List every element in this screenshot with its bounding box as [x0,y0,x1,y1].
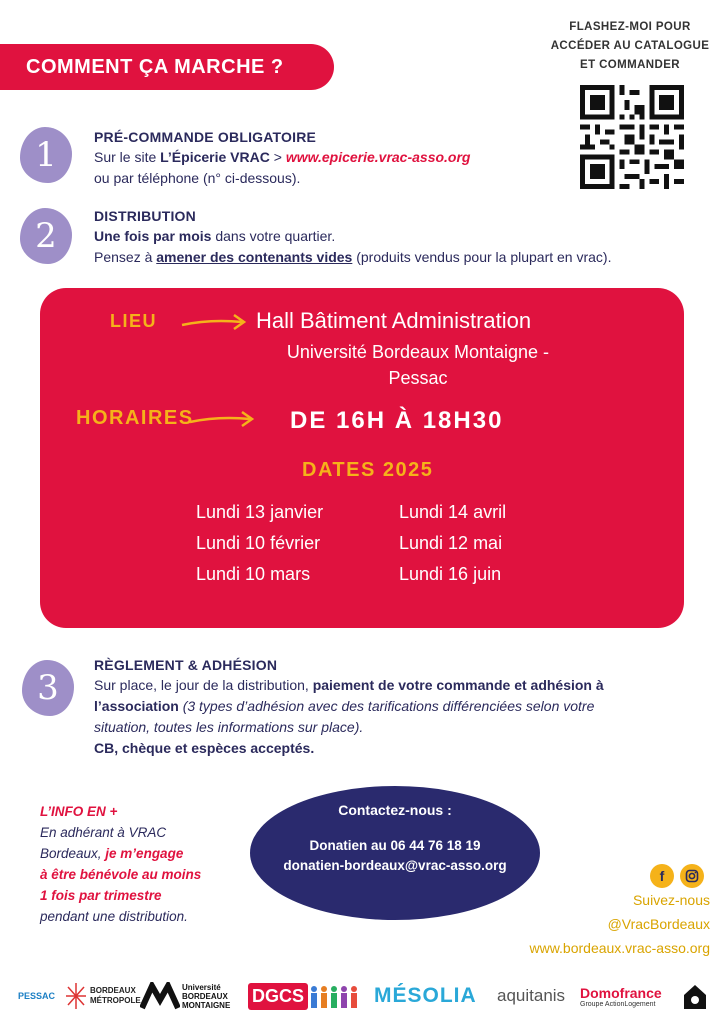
step-highlight: paiement de votre commande et adhésion à [312,677,604,693]
dgcs-logo [248,972,360,1020]
qr-caption-line: ACCÉDER AU CATALOGUE [550,40,710,52]
logo-text: DGCS [248,983,308,1010]
info-highlight: 1 fois par trimestre [40,888,162,903]
social-icons [650,864,704,888]
step-text: Pensez à [94,249,157,265]
step-text: (produits vendus pour la plupart en vrac). [352,249,612,265]
arrow-right-icon [180,311,250,333]
step-highlight: l’association [94,698,179,714]
ubm-logo [140,972,230,1020]
ubm-mark-icon [140,982,180,1010]
step-number-label: 1 [35,135,57,175]
step-number-2 [20,208,72,264]
step-number-3 [22,660,74,716]
page-title: COMMENT ÇA MARCHE ? [26,55,284,78]
house-logo-icon [682,972,708,1020]
info-highlight: je m’engage [105,846,184,861]
people-icon [308,982,360,1010]
arrow-right-icon [188,408,258,430]
step-highlight: Une fois par mois [94,228,212,244]
step-text: (3 types d’adhésion avec des tarifications différenciées selon votre [178,698,595,714]
dates-column-left [196,497,323,590]
contact-phone[interactable]: Donatien au 06 44 76 18 19 [309,838,481,853]
contact-email[interactable]: donatien-bordeaux@vrac-asso.org [283,858,507,873]
info-text: En adhérant à VRAC [40,825,167,840]
sun-icon [64,981,88,1011]
header-banner [0,44,334,90]
logo-text: Université [182,982,221,992]
aquitanis-logo: aquitanis [497,986,566,1005]
qr-caption-line: FLASHEZ-MOI POUR [569,21,691,33]
shop-name: L’Épicerie VRAC [160,149,270,165]
step-text: ou par téléphone (n° ci-dessous). [94,170,301,186]
info-text: pendant une distribution. [40,909,188,924]
contact-title: Contactez-nous : [338,802,452,818]
qr-caption-line: ET COMMANDER [580,59,680,71]
payment-methods: CB, chèque et espèces acceptés. [94,740,315,756]
info-block [40,801,240,927]
step-title: RÈGLEMENT & ADHÉSION [94,657,278,673]
pessac-logo: PESSAC [18,991,56,1001]
date-item: Lundi 16 juin [399,564,502,584]
date-item: Lundi 13 janvier [196,502,324,522]
step-1 [94,129,694,189]
step-number-1 [20,127,72,183]
step-text: dans votre quartier. [211,228,336,244]
social-block [490,888,710,960]
step-title: DISTRIBUTION [94,208,196,224]
step-number-label: 2 [35,216,57,256]
lieu-address-line: Pessac [388,368,448,388]
step-text: situation, toutes les informations sur place). [94,719,364,735]
info-text: Bordeaux, [40,846,106,861]
step-number-label: 3 [37,668,59,708]
step-2 [94,208,714,268]
dates-column-right [399,497,506,590]
instagram-icon[interactable] [680,864,704,888]
step-text: > [269,149,286,165]
step-text: Sur le site [94,149,161,165]
social-handle[interactable]: @VracBordeaux [607,916,710,932]
follow-label: Suivez-nous [632,892,710,908]
bordeaux-metropole-logo [64,972,141,1020]
date-item: Lundi 10 février [196,533,321,553]
mesolia-logo: MÉSOLIA [374,984,477,1007]
logo-text: MÉTROPOLE [90,996,141,1005]
lieu-label: LIEU [110,311,158,331]
partner-logos [0,972,724,1020]
website-link[interactable]: www.bordeaux.vrac-asso.org [529,940,710,956]
date-item: Lundi 14 avril [399,502,507,522]
logo-text: Groupe ActionLogement [580,1000,656,1008]
lieu-address-line: Université Bordeaux Montaigne - [286,342,550,362]
shop-link[interactable]: www.epicerie.vrac-asso.org [285,149,471,165]
logo-text: MONTAIGNE [182,1000,231,1010]
lieu-address [200,339,636,391]
horaires-label: HORAIRES [76,407,194,429]
domofrance-logo [580,972,662,1020]
qr-caption [540,18,720,75]
info-highlight: à être bénévole au moins [40,867,202,882]
step-3 [94,657,704,759]
horaires-value: DE 16H À 18H30 [290,407,504,434]
logo-text: Domofrance [580,984,662,1001]
logo-text: BORDEAUX [90,986,136,995]
logo-text: BORDEAUX [182,991,228,1001]
date-item: Lundi 10 mars [196,564,311,584]
step-title: PRÉ-COMMANDE OBLIGATOIRE [94,129,317,145]
step-text: Sur place, le jour de la distribution, [94,677,313,693]
lieu-place: Hall Bâtiment Administration [256,308,532,333]
info-title: L’INFO EN + [40,804,118,819]
dates-title: DATES 2025 [302,459,434,481]
facebook-icon[interactable]: f [650,864,674,888]
date-item: Lundi 12 mai [399,533,503,553]
step-highlight: amener des contenants vides [156,249,353,265]
